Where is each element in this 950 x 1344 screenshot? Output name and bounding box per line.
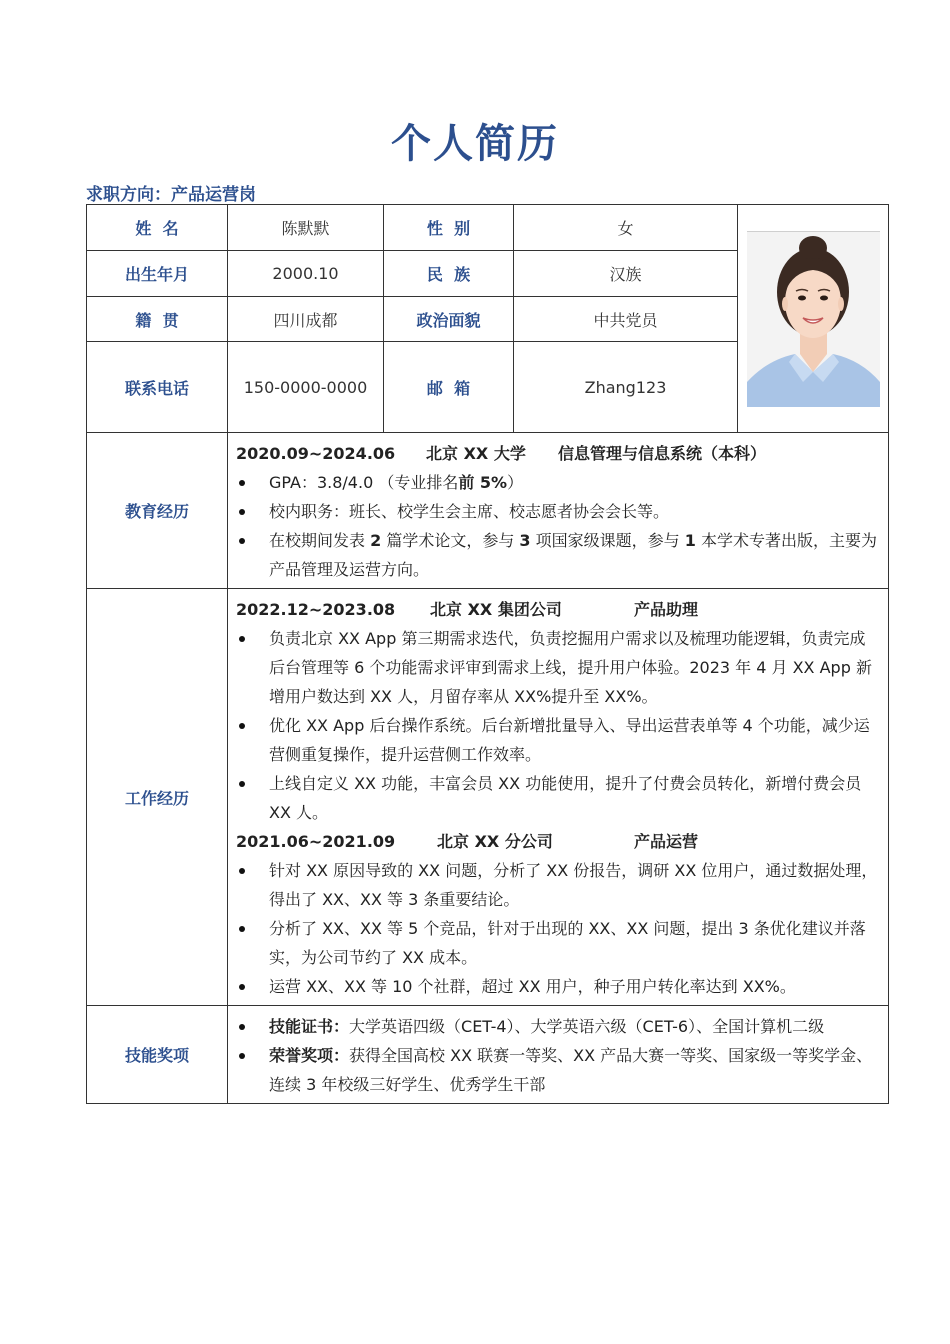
birth-value: 2000.10 [228, 251, 384, 297]
ethnicity-value: 汉族 [514, 251, 738, 297]
job-period: 2022.12~2023.08 [236, 600, 396, 619]
job-objective: 求职方向：产品运营岗 [86, 185, 256, 205]
education-major: 信息管理与信息系统（本科） [558, 444, 767, 463]
skills-section [228, 1006, 889, 1104]
education-label: 教育经历 [87, 433, 228, 589]
skills-label: 技能奖项 [87, 1006, 228, 1104]
work-section [228, 589, 889, 1006]
portrait-photo [747, 231, 880, 407]
list-item: GPA：3.8/4.0 （专业排名前 5%） [236, 468, 878, 497]
job-header [236, 595, 878, 624]
job-company: 北京 XX 分公司 [437, 832, 553, 851]
phone-value: 150-0000-0000 [228, 342, 384, 433]
list-item: 负责北京 XX App 第三期需求迭代，负责挖掘用户需求以及梳理功能逻辑，负责完成后台管理等 6 个功能需求评审到需求上线，提升用户体验。2023 年 4 月 XX App 新增用户数达到 XX 人，月留存率从 XX%提升至 XX%。 [236, 624, 878, 711]
education-section [228, 433, 889, 589]
email-label: 邮 箱 [384, 342, 514, 433]
work-label: 工作经历 [87, 589, 228, 1006]
list-item: 运营 XX、XX 等 10 个社群，超过 XX 用户，种子用户转化率达到 XX%。 [236, 972, 878, 1001]
list-item: 在校期间发表 2 篇学术论文，参与 3 项国家级课题，参与 1 本学术专著出版，主要为产品管理及运营方向。 [236, 526, 878, 584]
job-role: 产品运营 [634, 832, 699, 851]
education-header [236, 439, 878, 468]
name-label: 姓 名 [87, 205, 228, 251]
list-item: 校内职务：班长、校学生会主席、校志愿者协会会长等。 [236, 497, 878, 526]
ethnicity-label: 民 族 [384, 251, 514, 297]
phone-label: 联系电话 [87, 342, 228, 433]
birth-label: 出生年月 [87, 251, 228, 297]
list-item: 荣誉奖项：获得全国高校 XX 联赛一等奖、XX 产品大赛一等奖、国家级一等奖学金、连续 3 年校级三好学生、优秀学生干部 [236, 1041, 878, 1099]
job-period: 2021.06~2021.09 [236, 832, 396, 851]
email-value: Zhang123 [514, 342, 738, 433]
job-role: 产品助理 [634, 600, 699, 619]
gender-label: 性 别 [384, 205, 514, 251]
list-item: 技能证书：大学英语四级（CET-4）、大学英语六级（CET-6）、全国计算机二级 [236, 1012, 878, 1041]
political-value: 中共党员 [514, 297, 738, 342]
name-value: 陈默默 [228, 205, 384, 251]
list-item: 分析了 XX、XX 等 5 个竞品，针对于出现的 XX、XX 问题，提出 3 条优化建议并落实，为公司节约了 XX 成本。 [236, 914, 878, 972]
photo-cell [738, 205, 889, 433]
job-company: 北京 XX 集团公司 [430, 600, 562, 619]
portrait-icon [747, 232, 880, 407]
resume-table [86, 204, 889, 1104]
education-period: 2020.09~2024.06 [236, 444, 396, 463]
political-label: 政治面貌 [384, 297, 514, 342]
job-header [236, 827, 878, 856]
resume-title: 个人简历 [391, 121, 559, 167]
gender-value: 女 [514, 205, 738, 251]
list-item: 上线自定义 XX 功能，丰富会员 XX 功能使用，提升了付费会员转化，新增付费会员 XX 人。 [236, 769, 878, 827]
list-item: 针对 XX 原因导致的 XX 问题，分析了 XX 份报告，调研 XX 位用户，通过数据处理，得出了 XX、XX 等 3 条重要结论。 [236, 856, 878, 914]
origin-value: 四川成都 [228, 297, 384, 342]
list-item: 优化 XX App 后台操作系统。后台新增批量导入、导出运营表单等 4 个功能，减少运营侧重复操作，提升运营侧工作效率。 [236, 711, 878, 769]
origin-label: 籍 贯 [87, 297, 228, 342]
education-school: 北京 XX 大学 [426, 444, 526, 463]
